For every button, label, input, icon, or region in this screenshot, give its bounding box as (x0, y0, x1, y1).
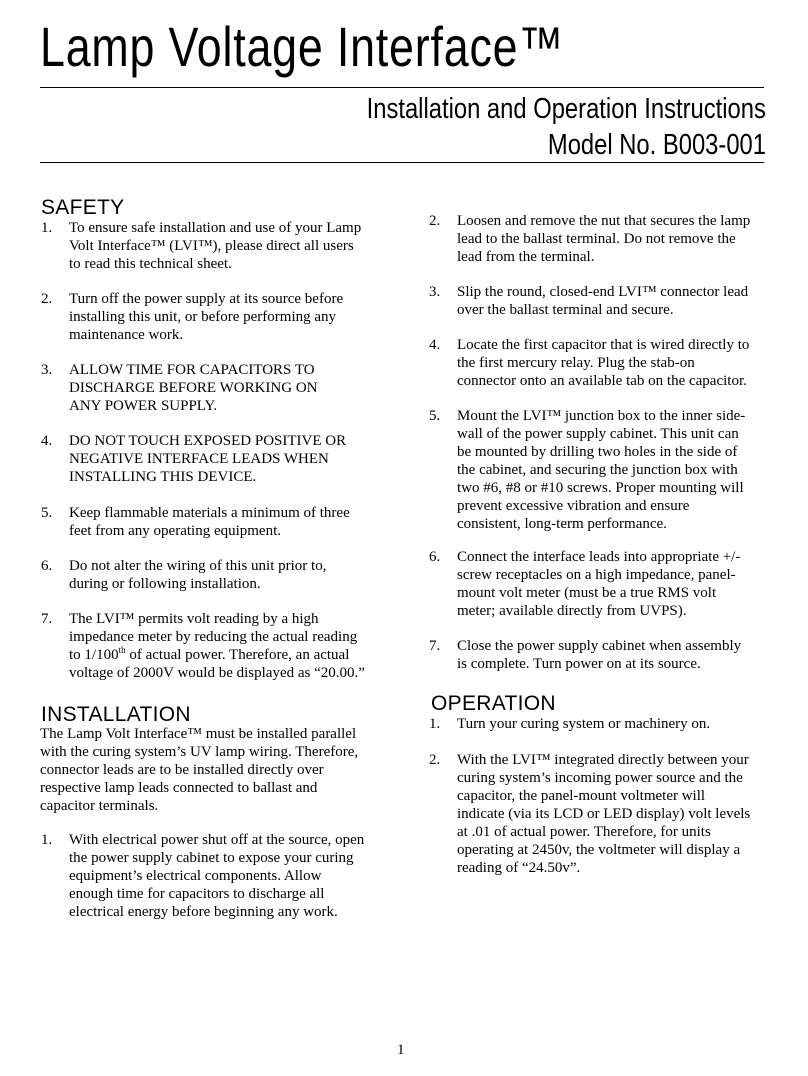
operation-heading: OPERATION (431, 692, 556, 715)
installation-intro: The Lamp Volt Interface™ must be installed parallel with the curing system’s UV lamp wiring. Therefore, connector leads are to be installed directly over respective lamp leads connected to ballast and capacitor terminals. (40, 726, 359, 814)
header-divider (40, 162, 764, 163)
installation-heading: INSTALLATION (41, 703, 191, 726)
model-number: Model No. B003-001 (547, 129, 766, 161)
title-divider (40, 87, 764, 88)
document-subtitle: Installation and Operation Instructions (366, 93, 766, 125)
safety-heading: SAFETY (41, 196, 125, 219)
page-number: 1 (397, 1042, 405, 1058)
document-title: Lamp Voltage Interface™ (40, 15, 564, 78)
